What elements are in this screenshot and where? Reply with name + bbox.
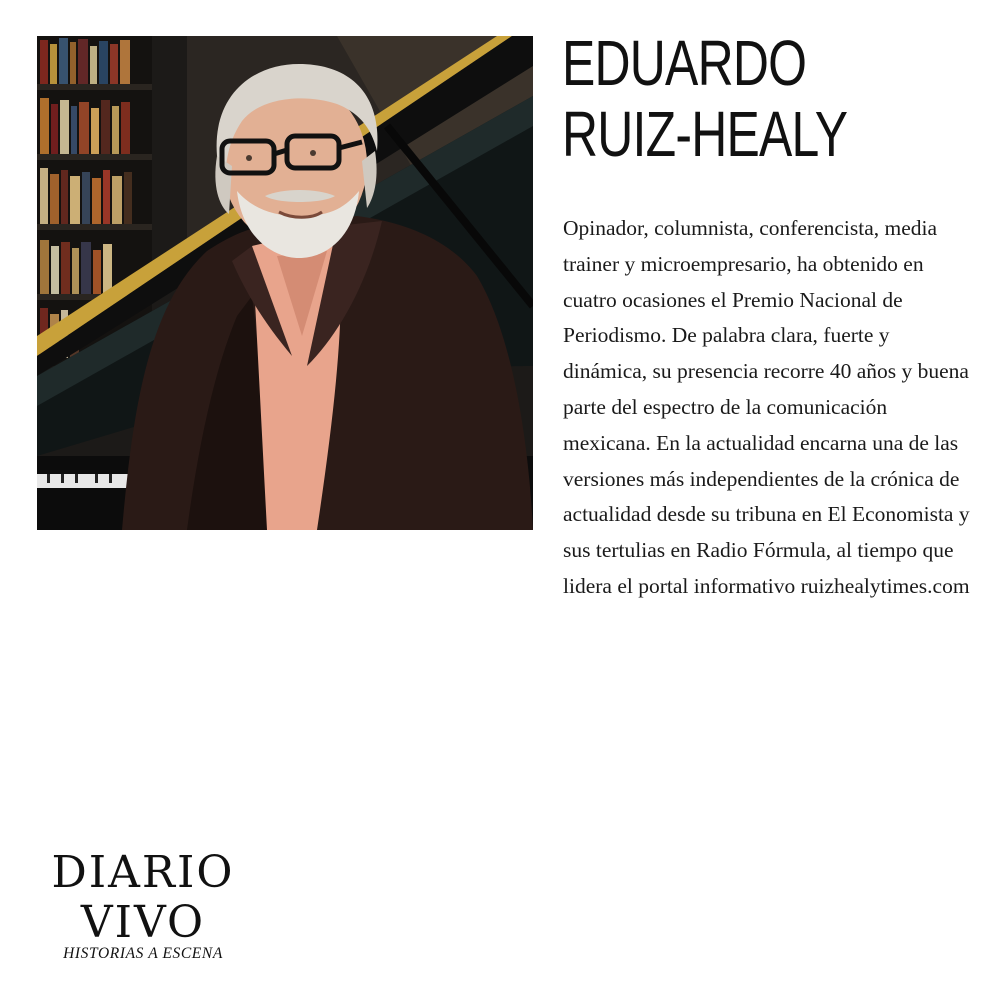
portrait-photo — [37, 36, 533, 530]
portrait-illustration — [37, 36, 533, 530]
name-second-line: RUIZ-HEALY — [562, 98, 848, 170]
diario-vivo-logo — [38, 848, 248, 963]
logo-line-vivo: VIVO — [80, 897, 206, 948]
logo-line-diario: DIARIO — [51, 847, 235, 898]
name-first-line: EDUARDO — [562, 27, 807, 99]
person-name — [562, 28, 890, 170]
logo-tagline: HISTORIAS A ESCENA — [63, 945, 223, 962]
biography-text: Opinador, columnista, conferencista, media trainer y microempresario, ha obtenido en cuatro ocasiones el Premio Nacional de Periodismo. De palabra clara, fuerte y dinámica, su presencia recorre 40 años y buena parte del espectro de la comunicación mexicana. En la actualidad encarna una de las versiones más independientes de la crónica de actualidad desde su tribuna en El Economista y sus tertulias en Radio Fórmula, al tiempo que lidera el portal informativo ruizhealytimes.com — [563, 216, 970, 598]
